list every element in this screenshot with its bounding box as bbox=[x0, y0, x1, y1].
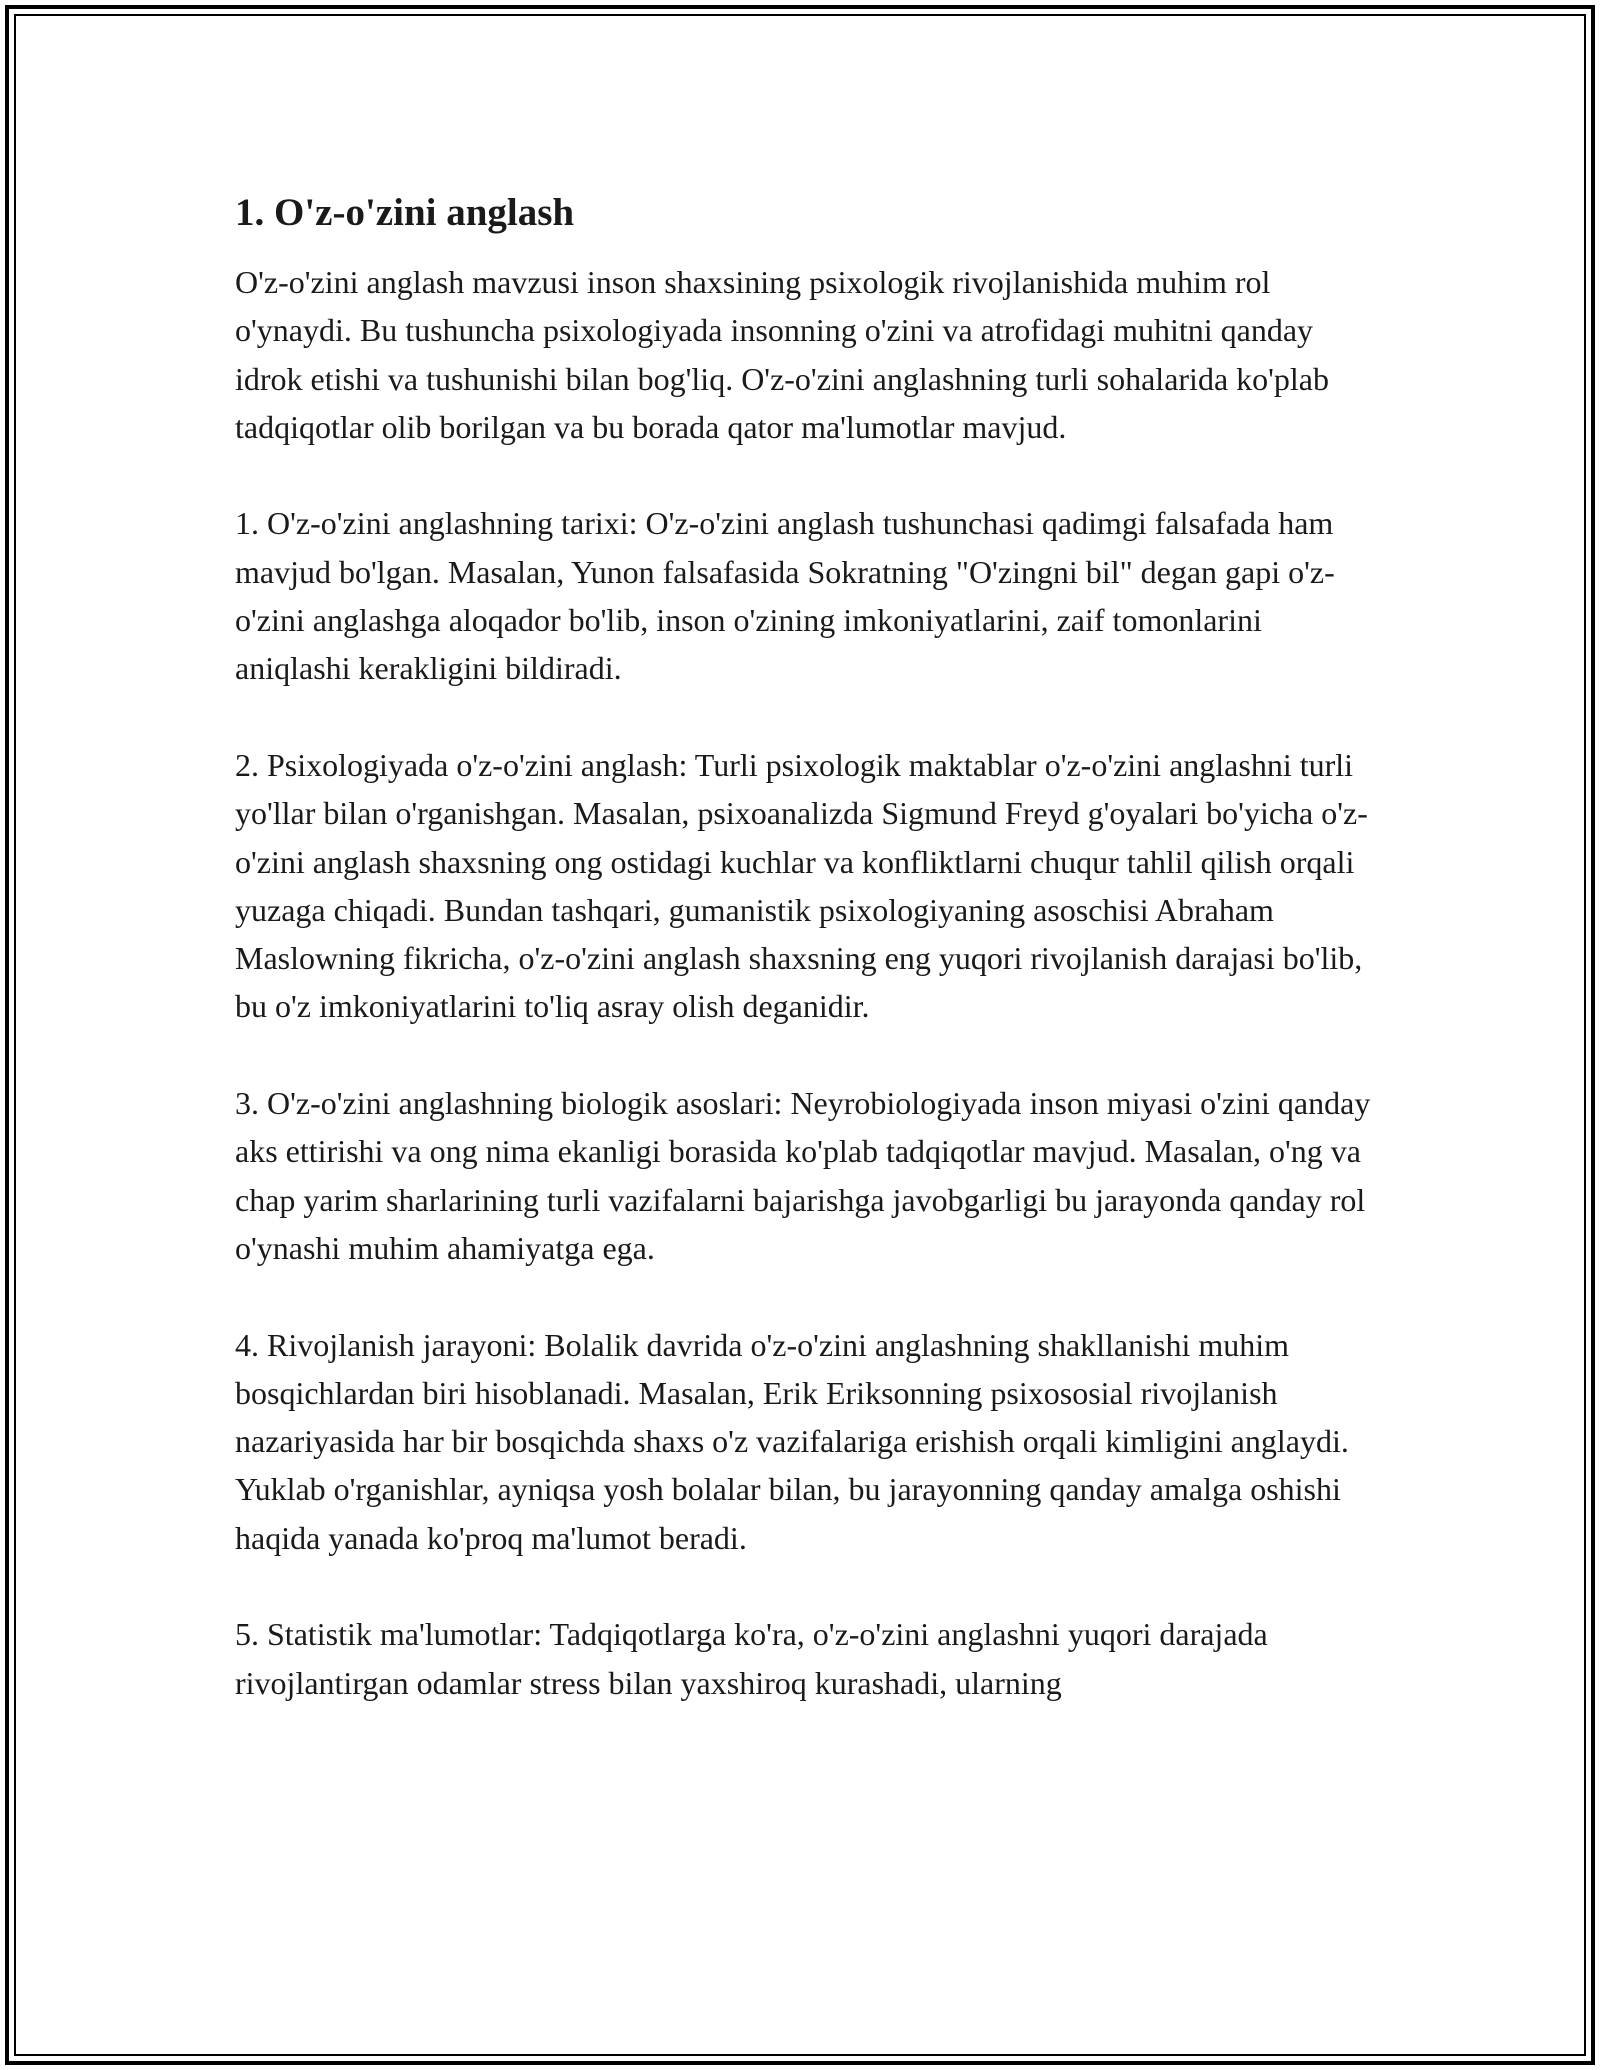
paragraph-statistics: 5. Statistik ma'lumotlar: Tadqiqotlarga ko'ra, o'z-o'zini anglashni yuqori darajada rivojlantirgan odamlar stress bilan yaxshiroq kurashadi, ularning bbox=[235, 1616, 1268, 1701]
intro-paragraph: O'z-o'zini anglash mavzusi inson shaxsining psixologik rivojlanishida muhim rol o'ynaydi. Bu tushuncha psixologiyada insonning o'zini va atrofidagi muhitni qanday idrok etishi va tushunishi bilan bog'liq. O'z-o'zini anglashning turli sohalarida ko'plab tadqiqotlar olib borilgan va bu borada qator ma'lumotlar mavjud. bbox=[235, 264, 1329, 445]
paragraph-psychology: 2. Psixologiyada o'z-o'zini anglash: Turli psixologik maktablar o'z-o'zini anglashni turli yo'llar bilan o'rganishgan. Masalan, psixoanalizda Sigmund Freyd g'oyalari bo'yicha o'z-o'zini anglash shaxsning ong ostidagi kuchlar va konfliktlarni chuqur tahlil qilish orqali yuzaga chiqadi. Bundan tashqari, gumanistik psixologiyaning asoschisi Abraham Maslowning fikricha, o'z-o'zini anglash shaxsning eng yuqori rivojlanish darajasi bo'lib, bu o'z imkoniyatlarini to'liq asray olish deganidir. bbox=[235, 746, 1368, 1025]
paragraph-development: 4. Rivojlanish jarayoni: Bolalik davrida o'z-o'zini anglashning shakllanishi muhim bosqichlardan biri hisoblanadi. Masalan, Erik Eriksonning psixososial rivojlanish nazariyasida har bir bosqichda shaxs o'z vazifalariga erishish orqali kimligini anglaydi. Yuklab o'rganishlar, ayniqsa yosh bolalar bilan, bu jarayonning qanday amalga oshishi haqida yanada ko'proq ma'lumot beradi. bbox=[235, 1326, 1349, 1556]
paragraph-history: 1. O'z-o'zini anglashning tarixi: O'z-o'zini anglash tushunchasi qadimgi falsafada ham mavjud bo'lgan. Masalan, Yunon falsafasida Sokratning "O'zingni bil" degan gapi o'z-o'zini anglashga aloqador bo'lib, inson o'zining imkoniyatlarini, zaif tomonlarini aniqlashi kerakligini bildiradi. bbox=[235, 505, 1335, 687]
document-body bbox=[235, 182, 1375, 1755]
document-title: 1. O'z-o'zini anglash bbox=[235, 191, 575, 234]
paragraph-biology: 3. O'z-o'zini anglashning biologik asoslari: Neyrobiologiyada inson miyasi o'zini qanday aks ettirishi va ong nima ekanligi borasida ko'plab tadqiqotlar mavjud. Masalan, o'ng va chap yarim sharlarining turli vazifalarni bajarishga javobgarligi bu jarayonda qanday rol o'ynashi muhim ahamiyatga ega. bbox=[235, 1085, 1371, 1266]
